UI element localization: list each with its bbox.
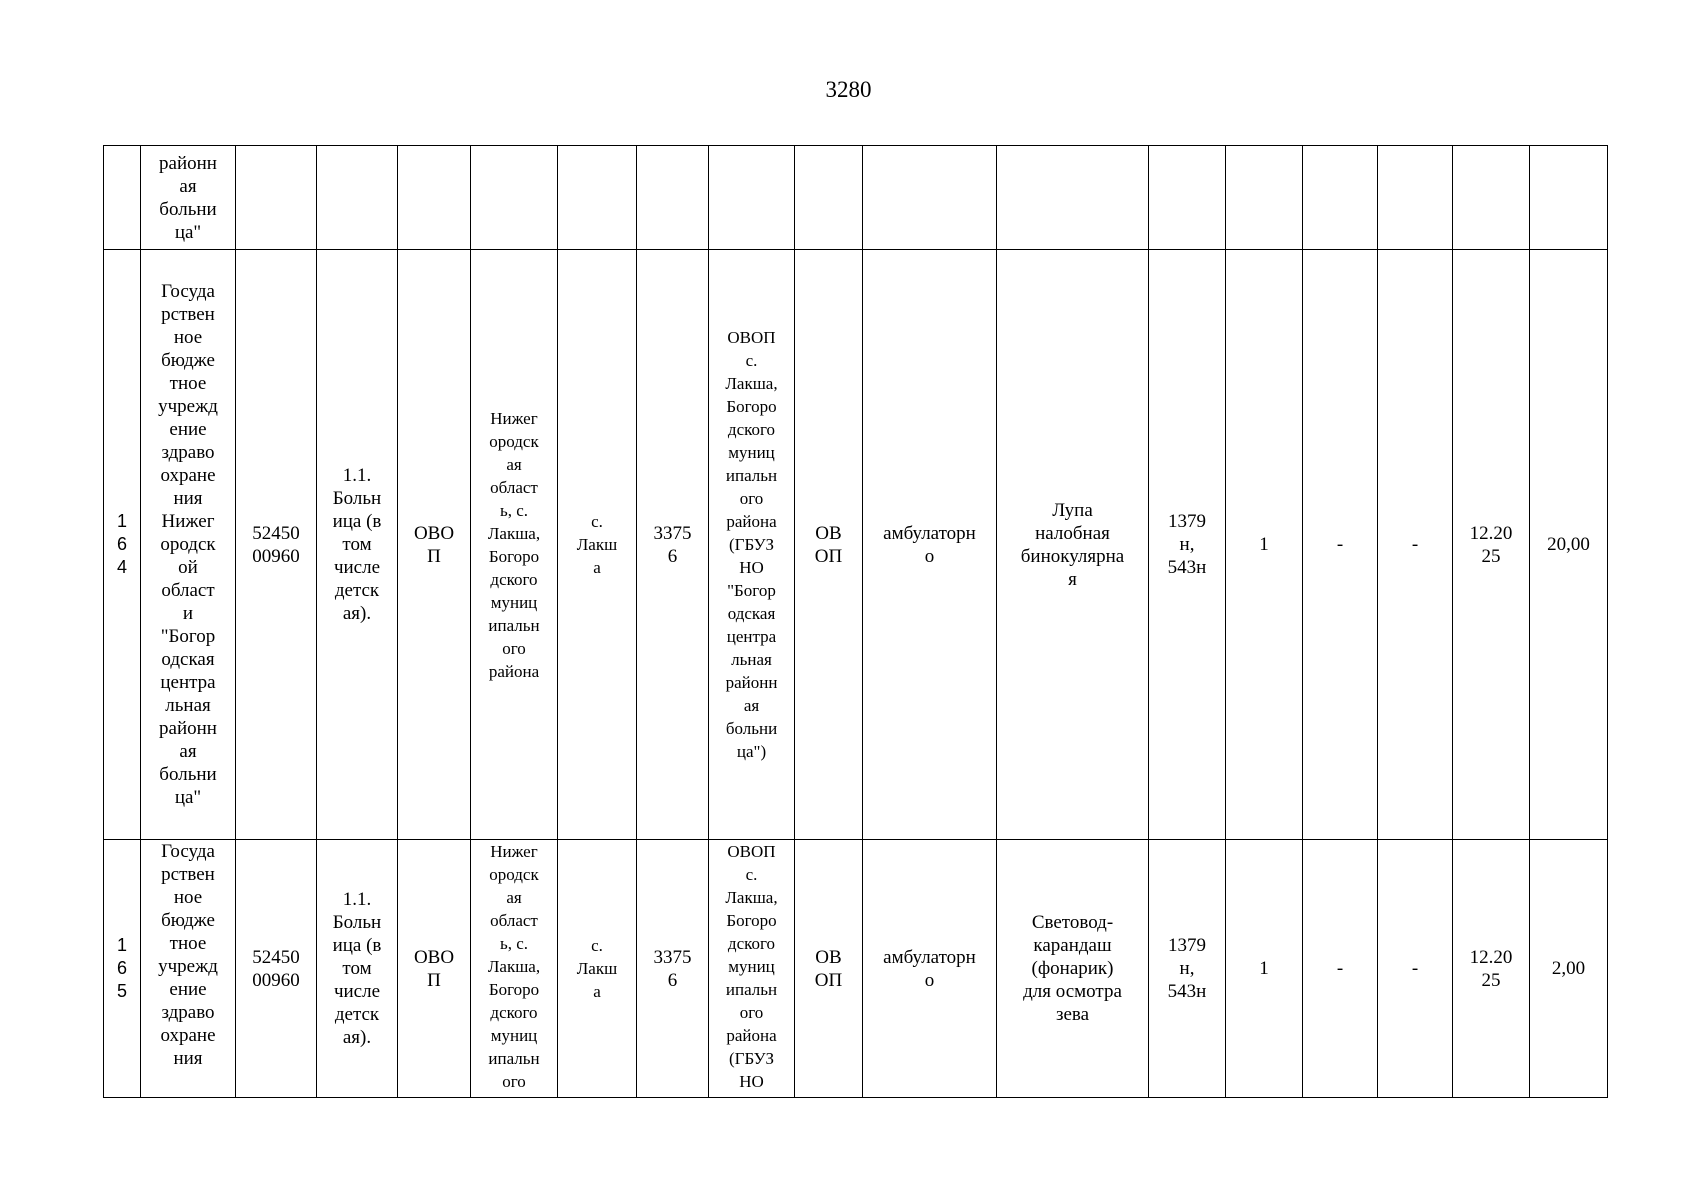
order-cell bbox=[1149, 146, 1226, 250]
item-cell: Световод- карандаш (фонарик) для осмотра зева bbox=[997, 840, 1149, 1098]
organization-cell: Госуда рствен ное бюдже тное учрежд ение здраво охране ния bbox=[141, 840, 236, 1098]
item-cell: Лупа налобная бинокулярна я bbox=[997, 250, 1149, 840]
locality-cell: с. Лакш а bbox=[558, 250, 637, 840]
code-cell bbox=[236, 146, 317, 250]
row-number-cell: 1 6 4 bbox=[104, 250, 141, 840]
department-cell bbox=[795, 146, 863, 250]
organization-cell: Госуда рствен ное бюдже тное учрежд ение здраво охране ния Нижег ородск ой област и "Богор одская центра льная районн ая больни ца" bbox=[141, 250, 236, 840]
unit-cell: ОВОП с. Лакша, Богоро дского муниц ипальн ого района (ГБУЗ НО "Богор одская центра льная районн ая больни ца") bbox=[709, 250, 795, 840]
date-cell: 12.20 25 bbox=[1453, 250, 1530, 840]
column-13-cell: - bbox=[1303, 840, 1378, 1098]
type-cell: ОВО П bbox=[398, 250, 471, 840]
locality-cell: с. Лакш а bbox=[558, 840, 637, 1098]
table-row bbox=[104, 250, 1608, 840]
care-cell: амбулаторн о bbox=[863, 840, 997, 1098]
postcode-cell: 3375 6 bbox=[637, 840, 709, 1098]
item-cell bbox=[997, 146, 1149, 250]
locality-cell bbox=[558, 146, 637, 250]
department-cell: ОВ ОП bbox=[795, 840, 863, 1098]
postcode-cell bbox=[637, 146, 709, 250]
quantity-cell: 1 bbox=[1226, 840, 1303, 1098]
page-number: 3280 bbox=[825, 77, 872, 102]
category-cell: 1.1. Больн ица (в том числе детск ая). bbox=[317, 840, 398, 1098]
equipment-table bbox=[103, 145, 1608, 1098]
department-cell: ОВ ОП bbox=[795, 250, 863, 840]
row-number-cell bbox=[104, 146, 141, 250]
region-cell: Нижег ородск ая област ь, с. Лакша, Богоро дского муниц ипальн ого района bbox=[471, 250, 558, 840]
category-cell bbox=[317, 146, 398, 250]
column-13-cell: - bbox=[1303, 250, 1378, 840]
price-cell: 20,00 bbox=[1530, 250, 1608, 840]
code-cell: 52450 00960 bbox=[236, 250, 317, 840]
row-number-cell: 1 6 5 bbox=[104, 840, 141, 1098]
organization-cell: районн ая больни ца" bbox=[141, 146, 236, 250]
code-cell: 52450 00960 bbox=[236, 840, 317, 1098]
type-cell: ОВО П bbox=[398, 840, 471, 1098]
date-cell bbox=[1453, 146, 1530, 250]
type-cell bbox=[398, 146, 471, 250]
care-cell bbox=[863, 146, 997, 250]
region-cell: Нижег ородск ая област ь, с. Лакша, Богоро дского муниц ипальн ого bbox=[471, 840, 558, 1098]
category-cell: 1.1. Больн ица (в том числе детск ая). bbox=[317, 250, 398, 840]
column-14-cell bbox=[1378, 146, 1453, 250]
order-cell: 1379 н, 543н bbox=[1149, 840, 1226, 1098]
quantity-cell bbox=[1226, 146, 1303, 250]
region-cell bbox=[471, 146, 558, 250]
care-cell: амбулаторн о bbox=[863, 250, 997, 840]
order-cell: 1379 н, 543н bbox=[1149, 250, 1226, 840]
quantity-cell: 1 bbox=[1226, 250, 1303, 840]
column-13-cell bbox=[1303, 146, 1378, 250]
unit-cell: ОВОП с. Лакша, Богоро дского муниц ипальн ого района (ГБУЗ НО bbox=[709, 840, 795, 1098]
date-cell: 12.20 25 bbox=[1453, 840, 1530, 1098]
price-cell bbox=[1530, 146, 1608, 250]
table-row bbox=[104, 840, 1608, 1098]
price-cell: 2,00 bbox=[1530, 840, 1608, 1098]
unit-cell bbox=[709, 146, 795, 250]
table-row bbox=[104, 146, 1608, 250]
column-14-cell: - bbox=[1378, 250, 1453, 840]
postcode-cell: 3375 6 bbox=[637, 250, 709, 840]
column-14-cell: - bbox=[1378, 840, 1453, 1098]
